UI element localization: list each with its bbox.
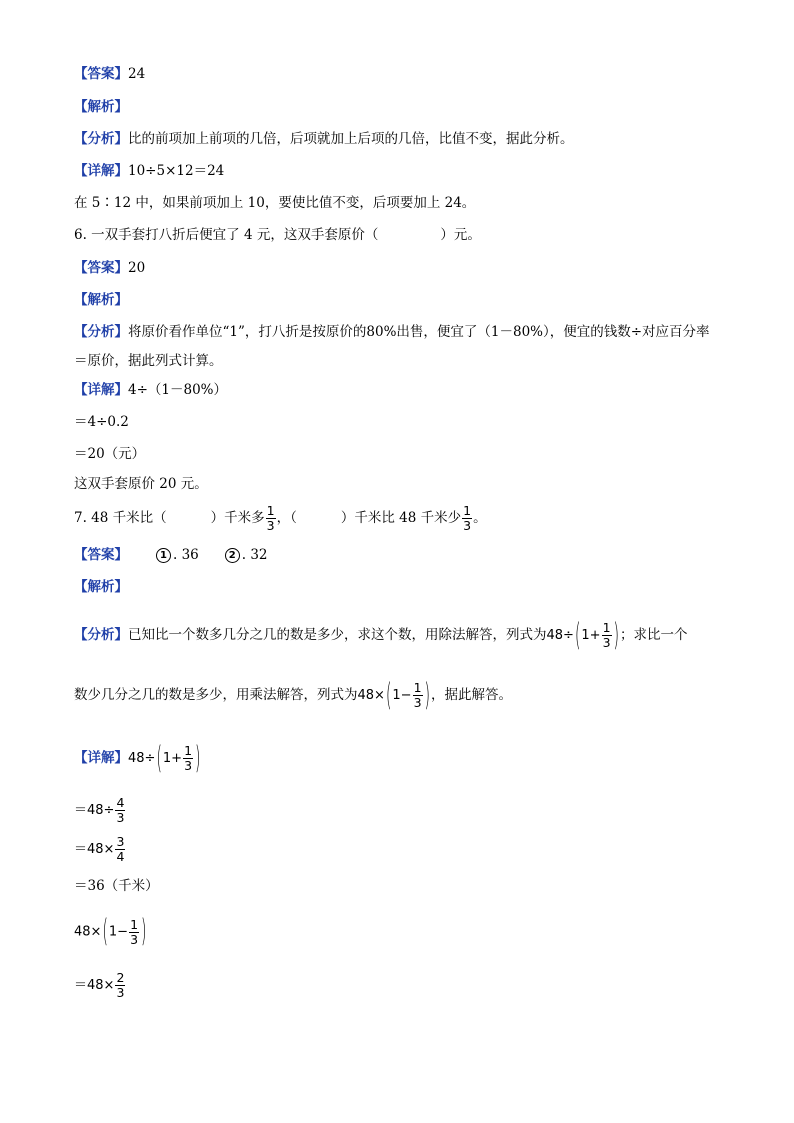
detail-label: 【详解】 — [74, 750, 128, 766]
fraction-one-third: $\frac{1}{3}$ — [602, 620, 611, 650]
expression-48-div: 48÷(1+ $\frac{1}{3}$ ) — [128, 740, 201, 777]
question-text: ，（ — [276, 510, 297, 526]
q7-question — [74, 498, 487, 538]
q6-analysis-heading — [74, 290, 128, 310]
analysis-label: 【解析】 — [74, 292, 128, 308]
circled-number-1: 1 — [156, 548, 171, 563]
q6-conclusion — [74, 474, 208, 494]
q6-step2 — [74, 444, 145, 464]
fenxi-text: ；求比一个 — [620, 627, 688, 643]
answer-value: 20 — [128, 260, 146, 276]
q7-step4: ＝48× $\frac{2}{3}$ — [74, 970, 125, 1000]
answer-value-2: . 32 — [241, 547, 268, 563]
q7-fenxi-line2 — [74, 675, 512, 716]
fenxi-text: ，据此解答。 — [431, 687, 512, 703]
fraction-four-thirds: $\frac{4}{3}$ — [116, 795, 125, 825]
step-text: ＝20（元） — [74, 446, 146, 462]
q6-detail-line — [74, 380, 227, 400]
expression-48-mul: 48×(1− $\frac{1}{3}$ ) — [357, 677, 430, 714]
fraction-two-thirds: $\frac{2}{3}$ — [116, 970, 125, 1000]
answer-label: 【答案】 — [74, 260, 128, 276]
q6-answer-line — [74, 258, 145, 278]
fraction-one-third: $\frac{1}{3}$ — [463, 503, 472, 533]
expression-48-div: 48÷(1+ $\frac{1}{3}$ ) — [546, 617, 619, 654]
q5-answer-line — [74, 64, 145, 84]
analysis-label: 【解析】 — [74, 579, 128, 595]
fenxi-text: 比的前项加上前项的几倍，后项就加上后项的几倍，比值不变，据此分析。 — [128, 131, 574, 147]
question-text: 。 — [473, 510, 487, 526]
question-text-a: 6. 一双手套打八折后便宜了 4 元，这双手套原价（ — [74, 227, 379, 243]
conclusion-text: 在 5∶12 中，如果前项加上 10，要使比值不变，后项要加上 24。 — [74, 195, 476, 211]
q5-fenxi-line — [74, 129, 574, 149]
q5-conclusion — [74, 193, 475, 213]
q5-analysis-heading — [74, 97, 128, 117]
question-text: 7. 48 千米比（ — [74, 510, 167, 526]
circled-number-2: 2 — [225, 548, 240, 563]
question-text-b: ）元。 — [440, 227, 481, 243]
fenxi-text: 将原价看作单位“1”，打八折是按原价的80%出售，便宜了（1－80%），便宜的钱数÷对应百分率 — [128, 324, 710, 340]
analysis-label: 【解析】 — [74, 99, 128, 115]
answer-label: 【答案】 — [74, 547, 128, 563]
detail-label: 【详解】 — [74, 163, 128, 179]
q6-fenxi-line — [74, 322, 710, 342]
q7-analysis-heading — [74, 577, 128, 597]
fenxi-text: 数少几分之几的数是多少，用乘法解答，列式为 — [74, 687, 358, 703]
fenxi-label: 【分析】 — [74, 627, 128, 643]
fraction-one-third: $\frac{1}{3}$ — [413, 680, 422, 710]
fenxi-label: 【分析】 — [74, 131, 128, 147]
conclusion-text: 这双手套原价 20 元。 — [74, 476, 208, 492]
answer-label: 【答案】 — [74, 66, 128, 82]
step-text: ＝36（千米） — [74, 878, 159, 894]
answer-value-1: . 36 — [173, 547, 199, 563]
q7-step1: ＝48÷ $\frac{4}{3}$ — [74, 795, 125, 825]
fraction-one-third: $\frac{1}{3}$ — [184, 743, 193, 773]
q5-detail-line — [74, 161, 224, 181]
detail-text: 10÷5×12＝24 — [128, 163, 225, 179]
q7-mul-expression: 48×(1− $\frac{1}{3}$ ) — [74, 914, 147, 950]
q6-step1 — [74, 412, 129, 432]
q6-fenxi-line2 — [74, 351, 223, 371]
detail-text: 4÷（1－80%） — [128, 382, 227, 398]
q7-fenxi-line — [74, 615, 688, 656]
q7-detail-line — [74, 738, 202, 779]
step-text: ＝4÷0.2 — [74, 414, 129, 430]
fenxi-label: 【分析】 — [74, 324, 128, 340]
q6-question — [74, 225, 481, 245]
question-text: ）千米比 48 千米少 — [340, 510, 462, 526]
question-text: ）千米多 — [210, 510, 265, 526]
fraction-one-third: $\frac{1}{3}$ — [266, 503, 275, 533]
q7-answer-line — [74, 545, 268, 565]
detail-label: 【详解】 — [74, 382, 128, 398]
answer-value: 24 — [128, 66, 146, 82]
q7-step2: ＝48× $\frac{3}{4}$ — [74, 834, 125, 864]
fenxi-text: 已知比一个数多几分之几的数是多少，求这个数，用除法解答，列式为 — [128, 627, 547, 643]
fraction-three-fourths: $\frac{3}{4}$ — [116, 834, 125, 864]
fraction-one-third: $\frac{1}{3}$ — [130, 916, 139, 947]
fenxi-text-cont: ＝原价，据此列式计算。 — [74, 353, 223, 369]
